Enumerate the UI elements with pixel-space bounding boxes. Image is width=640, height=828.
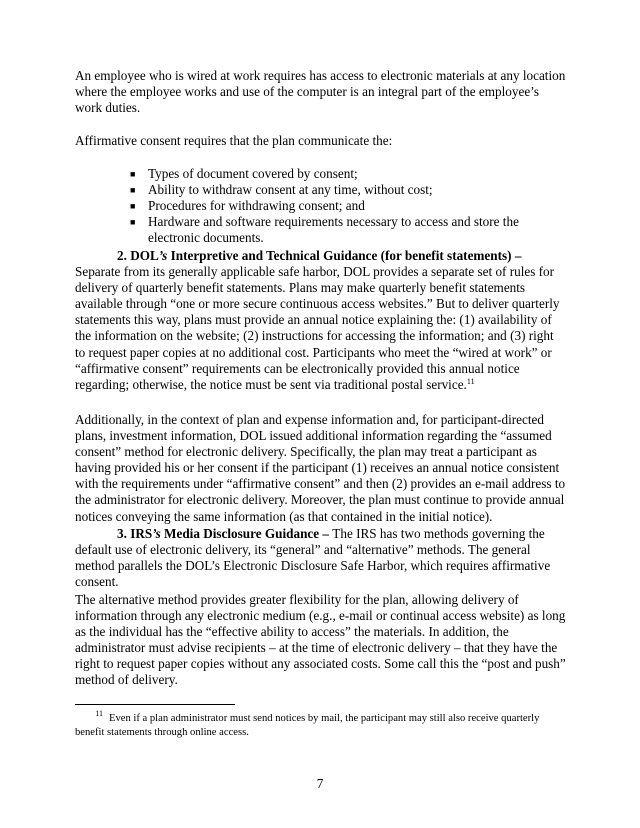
consent-bullet-list: [130, 166, 568, 246]
section-number: 3.: [117, 526, 127, 541]
section-dol-guidance: 2. DOL’s Interpretive and Technical Guidance (for benefit statements) – Separate from its generally applicable safe harbor, DOL provides a separate set of rules for delivery of quarterly benefit statements. Plans may make quarterly benefit statements available through “one or more secure continuous access websites.” But to deliver quarterly statements this way, plans must provide an annual notice explaining the: (1) availability of the information on the website; (2) instructions for accessing the information; and (3) right to request paper copies at no additional cost. Participants who meet the “wired at work” or “affirmative consent” requirements can be electronically provided this annual notice regarding; otherwise, the notice must be sent via traditional postal service.$^{11}$: [75, 248, 560, 392]
section-heading-dol: DOL’s Interpretive and Technical Guidance (for benefit statements): [130, 248, 512, 263]
footnote-divider: [75, 704, 235, 705]
paragraph-alternative-method: The alternative method provides greater flexibility for the plan, allowing delivery of information through any electronic medium (e.g., e-mail or continual access website) as long as the individual has the “effective ability to access” the materials. In addition, the administrator must advise recipients – at the time of electronic delivery – that they have the right to request paper copies without any associated costs. Some call this the “post and push” method of delivery.: [75, 592, 566, 688]
footnote-number: 11: [95, 709, 103, 718]
list-item: ■ Hardware and software requirements necessary to access and store the electronic documents.: [130, 214, 519, 246]
list-item: ■ Types of document covered by consent;: [130, 166, 358, 181]
bullet-icon: ■: [130, 201, 136, 212]
section-body-irs: The IRS has two methods governing the default use of electronic delivery, its “general” and “alternative” methods. The general method parallels the DOL’s Electronic Disclosure Safe Harbor, which requires affirmative consent.: [75, 526, 551, 590]
paragraph-affirmative-intro: Affirmative consent requires that the plan communicate the:: [75, 133, 393, 148]
section-heading-irs: IRS’s Media Disclosure Guidance: [130, 526, 320, 541]
list-item: ■ Ability to withdraw consent at any time, without cost;: [130, 182, 433, 198]
bullet-icon: ■: [130, 169, 136, 179]
list-item: ■ Procedures for withdrawing consent; and: [130, 198, 365, 214]
page-number: 7: [316, 776, 324, 791]
footnote-text: Even if a plan administrator must send notices by mail, the participant may still also receive quarterly benefit statements through online access.: [75, 713, 540, 738]
bullet-icon: ■: [130, 217, 136, 228]
paragraph-additionally: Additionally, in the context of plan and expense information and, for participant-directed plans, investment information, DOL issued additional information regarding the “assumed consent” method for electronic delivery. Specifically, the plan may treat a participant as having provided his or her consent if the participant (1) receives an annual notice consistent with the requirements under “affirmative consent” and then (2) provides an e-mail address to the administrator for electronic delivery. Moreover, the plan must continue to provide annual notices conveying the same information (as that contained in the initial notice).: [75, 412, 566, 524]
paragraph-wired-at-work: An employee who is wired at work requires has access to electronic materials at any location where the employee works and use of the computer is an integral part of the employee’s work duties.: [75, 68, 566, 116]
section-body-dol: Separate from its generally applicable safe harbor, DOL provides a separate set of rules for delivery of quarterly benefit statements. Plans may make quarterly benefit statements available through “one or more secure continuous access websites.” But to deliver quarterly statements this way, plans must provide an annual notice explaining the: (1) availability of the information on the website; (2) instructions for accessing the information; and (3) right to request paper copies at no additional cost. Participants who meet the “wired at work” or “affirmative consent” requirements can be electronically provided this annual notice regarding; otherwise, the notice must be sent via traditional postal service.: [75, 264, 560, 392]
footnote-reference[interactable]: 11: [466, 376, 475, 386]
bullet-icon: ■: [130, 185, 136, 196]
section-number: 2.: [117, 248, 127, 263]
section-irs-guidance: 3. IRS’s Media Disclosure Guidance – The IRS has two methods governing the default use of electronic delivery, its “general” and “alternative” methods. The general method parallels the DOL’s Electronic Disclosure Safe Harbor, which requires affirmative consent.: [75, 526, 551, 590]
footnote: [75, 709, 567, 740]
